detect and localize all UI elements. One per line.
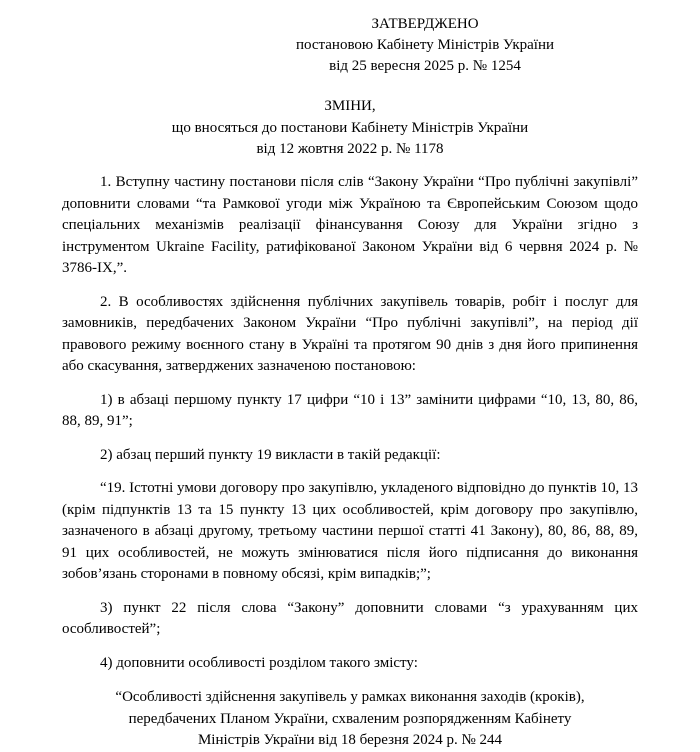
paragraph-1: 1. Вступну частину постанови після слів “Закону України “Про публічні закупівлі” доповнити словами “та Рамкової угоди між Україною та Європейським Союзом щодо спеціальних механізмів реалізації фінансування Союзу для України згідно з інструментом Ukraine Facility, ратифікованої Законом України від 6 червня 2024 р. № 3786-IX,”. xyxy=(62,174,638,276)
title-line-3: від 12 жовтня 2022 р. № 1178 xyxy=(256,141,444,157)
title-line-2: що вносяться до постанови Кабінету Міністрів України xyxy=(171,120,529,136)
paragraph-6: 3) пункт 22 після слова “Закону” доповнити словами “з урахуванням цих особливостей”; xyxy=(62,599,638,637)
document-title xyxy=(62,96,638,160)
paragraph-2: 2. В особливостях здійснення публічних закупівель товарів, робіт і послуг для замовників, передбачених Законом України “Про публічні закупівлі”, на період дії правового режиму воєнного стану в Україні та протягом 90 днів з дня його припинення або скасування, затверджених зазначеною постановою: xyxy=(62,293,638,374)
paragraph-5: “19. Істотні умови договору про закупівлю, укладеного відповідно до пунктів 10, 13 (крім підпунктів 13 та 15 пункту 13 цих особливостей, крім договору про закупівлю, зазначеного в абзаці другому, третьому частини першої статті 41 Закону), 80, 86, 88, 89, 91 цих особливостей, не можуть змінюватися після його підписання до виконання зобов’язань сторонами в повному обсязі, крім випадків;”; xyxy=(62,480,638,582)
paragraph-3: 1) в абзаці першому пункту 17 цифри “10 і 13” замінити цифрами “10, 13, 80, 86, 88, 89, 91”; xyxy=(62,391,638,429)
approval-line-2: постановою Кабінету Міністрів України xyxy=(295,37,555,53)
section-heading-line-2: передбачених Планом України, схваленим розпорядженням Кабінету xyxy=(128,710,572,727)
approval-line-3: від 25 вересня 2025 р. № 1254 xyxy=(329,58,521,74)
paragraph-7: 4) доповнити особливості розділом такого змісту: xyxy=(100,654,418,671)
section-heading xyxy=(62,687,638,752)
paragraph-4: 2) абзац перший пункту 19 викласти в такій редакції: xyxy=(100,446,441,463)
section-heading-line-3: Міністрів України від 18 березня 2024 р. № 244 xyxy=(197,732,503,748)
approval-line-1: ЗАТВЕРДЖЕНО xyxy=(371,16,479,32)
section-heading-line-1: “Особливості здійснення закупівель у рамках виконання заходів (кроків), xyxy=(115,689,585,705)
approval-block xyxy=(62,14,638,77)
title-line-1: ЗМІНИ, xyxy=(324,98,376,114)
